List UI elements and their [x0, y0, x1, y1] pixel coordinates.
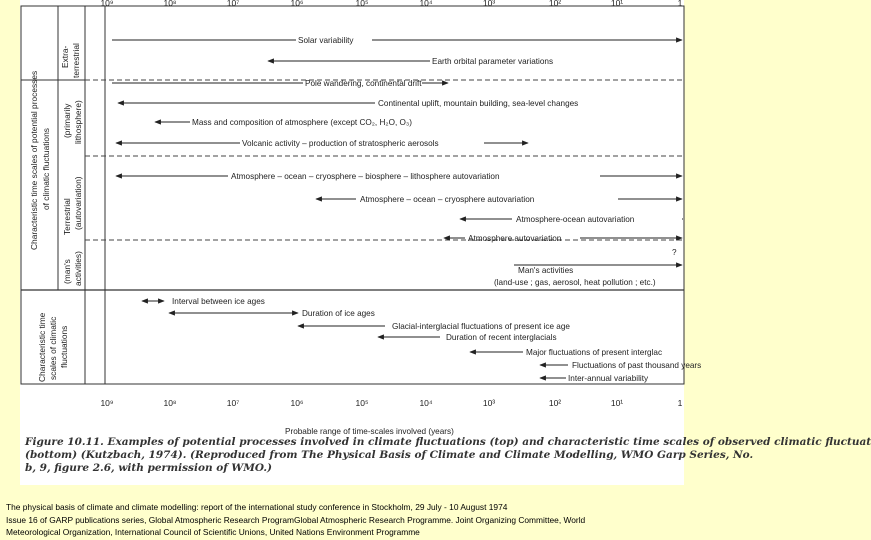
question-mark: ? [672, 248, 677, 257]
fluct-interval-ice-ages: Interval between ice ages [172, 297, 265, 306]
label-scales-3: fluctuations [59, 325, 69, 368]
label-mans: (man's [62, 259, 72, 284]
process-aoc-autovariation: Atmosphere – ocean – cryosphere autovariation [360, 195, 535, 204]
process-uplift: Continental uplift, mountain building, sea-level changes [378, 99, 579, 108]
source-citation [6, 501, 718, 539]
label-processes-sub: of climatic fluctuations [41, 128, 51, 210]
bottom-axis-tick-0: 10⁹ [100, 398, 114, 408]
process-mans-activities: Man's activities [518, 266, 574, 275]
label-autovariation: (autovariation) [73, 176, 83, 230]
process-full-autovariation: Atmosphere – ocean – cryosphere – biosphere – lithosphere autovariation [231, 172, 500, 181]
fluct-glacial-interglacial: Glacial-interglacial fluctuations of present ice age [392, 322, 570, 331]
source-line-2: Issue 16 of GARP publications series, Global Atmospheric Research ProgramGlobal Atmospheric Research Programme. Joint Organizing Committee, World [6, 514, 586, 525]
top-axis-tick-8: 10¹ [610, 0, 624, 8]
top-axis-tick-2: 10⁷ [226, 0, 240, 8]
label-activities: activities) [73, 251, 83, 286]
process-ao-autovariation: Atmosphere-ocean autovariation [516, 215, 635, 224]
top-axis-tick-6: 10³ [482, 0, 496, 8]
fluct-recent-interglacials: Duration of recent interglacials [446, 333, 557, 342]
bottom-axis-tick-2: 10⁷ [226, 398, 240, 408]
fluct-duration-ice-ages: Duration of ice ages [302, 309, 375, 318]
bottom-axis-tick-6: 10³ [482, 398, 496, 408]
source-line-1: The physical basis of climate and climate modelling: report of the international study conference in Stockholm, 29 July - 10 August 1974 [6, 502, 508, 512]
process-orbital: Earth orbital parameter variations [432, 57, 554, 66]
bottom-axis-tick-3: 10⁶ [290, 398, 304, 408]
caption-line-1: Figure 10.11. Examples of potential processes involved in climate fluctuations (top) and characteristic time scales of observed climatic fluctuat [25, 436, 871, 448]
label-terrestrial-extra: terrestrial [71, 43, 81, 78]
figure-caption [25, 436, 871, 475]
process-volcanic: Volcanic activity – production of stratospheric aerosols [242, 139, 439, 148]
bottom-axis-tick-9: 1 [677, 398, 683, 408]
bottom-axis-tick-7: 10² [548, 398, 562, 408]
process-land-use: (land-use ; gas, aerosol, heat pollution ; etc.) [494, 278, 656, 287]
top-axis-tick-9: 1 [677, 0, 683, 8]
label-processes-main: Characteristic time scales of potential processes [29, 70, 39, 250]
top-axis-tick-1: 10⁸ [163, 0, 177, 8]
axis-title: Probable range of time-scales involved (years) [285, 427, 454, 436]
bottom-axis-tick-4: 10⁵ [355, 398, 369, 408]
process-atmosphere-autovariation: Atmosphere autovariation [468, 234, 562, 243]
fluct-major-present: Major fluctuations of present interglac [526, 348, 663, 357]
label-scales-2: scales of climatic [48, 316, 58, 380]
process-pole-wandering: Pole wandering, continental drift [305, 79, 422, 88]
caption-line-3: b, 9, figure 2.6, with permission of WMO.) [25, 462, 272, 474]
label-primarily: (primarily [62, 103, 72, 138]
bottom-axis-tick-1: 10⁸ [163, 398, 177, 408]
fluct-past-thousand: Fluctuations of past thousand years [572, 361, 702, 370]
bottom-axis-tick-8: 10¹ [610, 398, 624, 408]
bottom-axis-tick-5: 10⁴ [419, 398, 433, 408]
label-terrestrial: Terrestrial [62, 198, 72, 235]
top-axis-tick-5: 10⁴ [419, 0, 433, 8]
source-line-3: Meteorological Organization, International Council of Scientific Unions, United Nations Environment Programme [6, 527, 420, 538]
process-mass-composition: Mass and composition of atmosphere (except CO₂, H₂O, O₃) [192, 118, 412, 127]
scanned-figure [20, 0, 871, 485]
fluct-inter-annual: Inter-annual variability [568, 374, 649, 383]
top-axis-tick-0: 10⁹ [100, 0, 114, 8]
top-axis-tick-3: 10⁶ [290, 0, 304, 8]
caption-line-2: (bottom) (Kutzbach, 1974). (Reproduced from The Physical Basis of Climate and Climate Modelling, WMO Garp Series, No. [25, 449, 754, 461]
label-scales-1: Characteristic time [37, 312, 47, 382]
label-extra: Extra- [60, 45, 70, 68]
label-lithosphere: lithosphere) [73, 100, 83, 144]
figure-frame [21, 6, 684, 384]
top-axis-tick-4: 10⁵ [355, 0, 369, 8]
process-solar: Solar variability [298, 36, 354, 45]
timescale-diagram [20, 0, 871, 485]
top-axis-tick-7: 10² [548, 0, 562, 8]
